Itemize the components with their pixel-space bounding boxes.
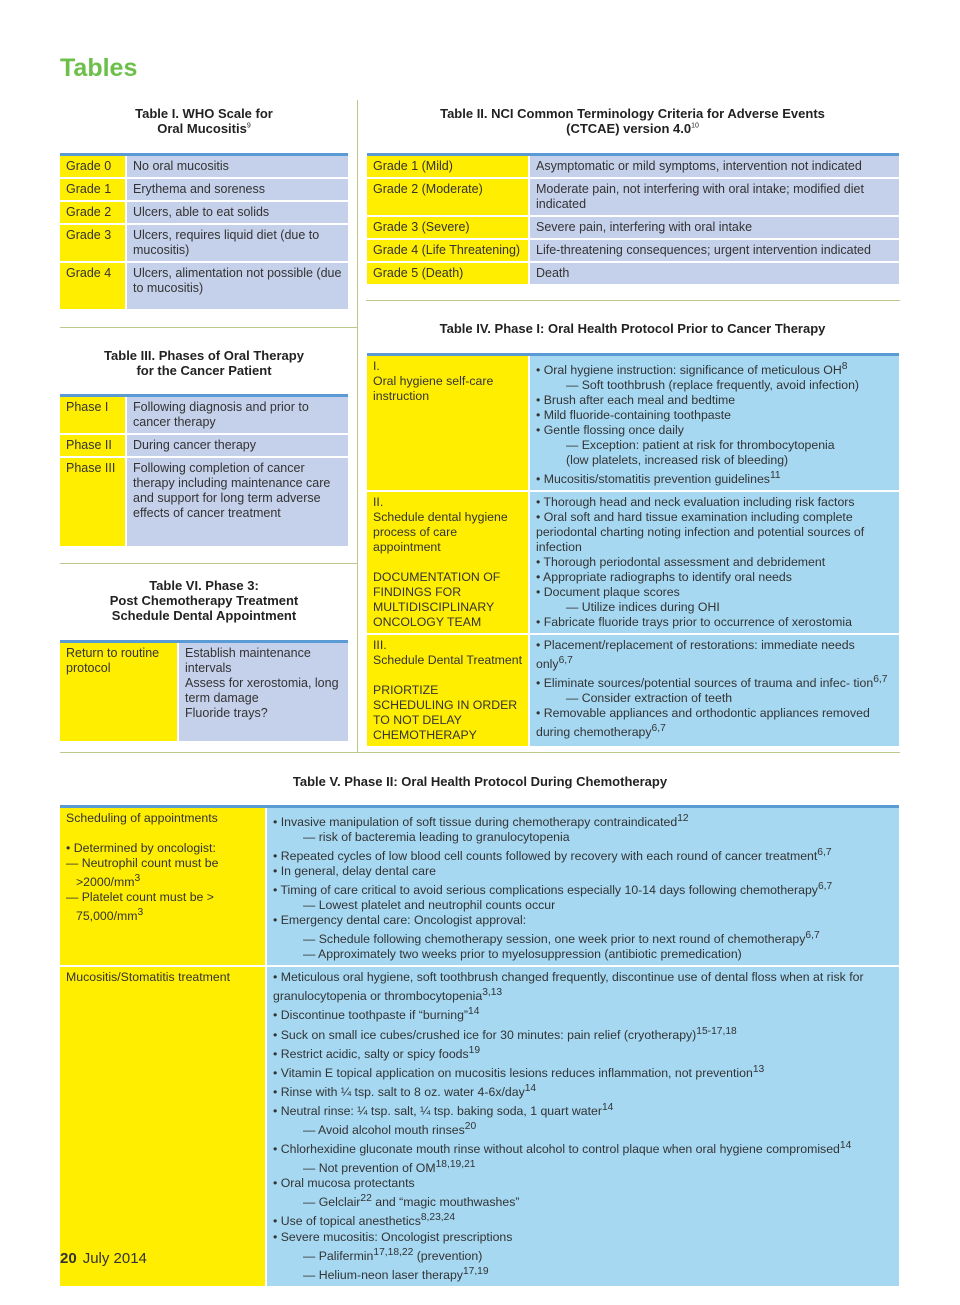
table-row [60,457,348,547]
column-divider [357,100,358,752]
list-item: • Thorough periodontal assessment and debridement [536,555,826,570]
list-item: • Brush after each meal and bedtime [536,393,736,408]
table-row [367,262,899,285]
divider [60,327,357,328]
description-cell: Following diagnosis and prior to cancer therapy [126,396,348,435]
left-cell-line: I. [373,359,380,373]
table6-right-cell [178,642,348,743]
table-row [60,966,899,1286]
table2-caption-line2: (CTCAE) version $4.0^{10}$ [566,121,699,136]
table1-caption [60,106,348,136]
divider [60,752,900,753]
table-row [60,434,348,457]
left-cell-line: DOCUMENTATION OF FINDINGS FOR MULTIDISCIPLINARY ONCOLOGY TEAM [373,570,501,630]
left-cell-line: — Platelet count must be > $75,000/mm^3$ [66,890,214,924]
description-cell: Erythema and soreness [126,178,348,201]
table-row [60,224,348,262]
table2-caption [366,106,899,136]
list-item: • Eliminate sources/potential sources of trauma and infec- tion$^{6,7}$ [536,674,888,691]
table1-caption-line1: Table I. WHO Scale for [135,106,273,121]
list-item: • Document plaque scores [536,585,680,600]
table2 [367,153,899,286]
table5-row1-items [266,807,899,967]
left-cell-line: III. [373,638,387,653]
list-item: • Meticulous oral hygiene, soft toothbrush changed frequently, discontinue use of dental floss when at risk for granulocytopenia or thrombocytopenia$^{3,13}$ [273,970,864,1004]
table6-caption-line1: Table VI. Phase 3: [149,578,259,593]
table-row [60,155,348,179]
table1-caption-line2: Oral Mucositis$^9$ [157,121,251,136]
list-item: — Exception: patient at risk for thrombocytopenia [566,438,835,453]
list-item: • Oral hygiene instruction: significance of meticulous $OH^8$ [536,361,848,378]
table6-caption-line3: Schedule Dental Appointment [111,608,297,623]
list-item: • Vitamin E topical application on mucositis lesions reduces inflammation, not prevention$^{13}$ [273,1063,765,1080]
list-item: — Schedule following chemotherapy session, one week prior to next round of chemotherapy$^{6,7}$ [303,930,820,947]
list-item: • Use of topical anesthetics$^{8,23,24}$ [273,1212,456,1229]
list-item: • Invasive manipulation of soft tissue during chemotherapy contraindicated$^{12}$ [273,813,689,830]
left-cell-line [66,826,259,841]
list-item: • Severe mucositis: Oncologist prescriptions [273,1229,513,1244]
table-row [367,216,899,239]
list-item: — Consider extraction of teeth [566,691,733,706]
table-row [367,491,899,634]
table6-right-line: Assess for xerostomia, long term damage [185,676,339,705]
label-cell: Grade 2 (Moderate) [367,178,529,216]
table4-row2-items [529,491,899,634]
description-cell: Moderate pain, not interfering with oral intake; modified diet indicated [529,178,899,216]
label-cell: Phase II [60,434,126,457]
table6 [60,640,348,743]
table1 [60,153,348,311]
list-item: — risk of bacteremia leading to granulocytopenia [303,830,570,845]
description-cell: Following completion of cancer therapy including maintenance care and support for long term adverse effects of cancer treatment [126,457,348,547]
list-item: • Thorough head and neck evaluation including risk factors [536,495,855,510]
left-cell-line: Scheduling of appointments [66,811,218,825]
table5-row1-left [60,807,266,967]
left-cell-line [373,668,522,683]
table3 [60,394,348,548]
left-cell-line: Schedule Dental Treatment [373,653,523,668]
table5-caption: Table V. Phase II: Oral Health Protocol During Chemotherapy [292,774,668,789]
list-item: • Neutral rinse: ¼ tsp. salt, ¼ tsp. baking soda, 1 quart water$^{14}$ [273,1101,614,1119]
list-item: — Approximately two weeks prior to myelosuppression (antibiotic premedication) [303,947,742,962]
list-item: — Soft toothbrush (replace frequently, avoid infection) [566,378,860,393]
list-item: • Emergency dental care: Oncologist approval: [273,913,527,928]
list-item: • Placement/replacement of restorations: immediate needs only$^{6,7}$ [536,638,855,672]
label-cell: Phase I [60,396,126,435]
table-row [60,396,348,435]
table4-row1-left [367,355,529,492]
table4-row2-left [367,491,529,634]
page-footer [60,1250,147,1267]
description-cell: No oral mucositis [126,155,348,179]
label-cell: Phase III [60,457,126,547]
table4-row3-items [529,634,899,747]
left-cell-line: II. [373,495,384,510]
label-cell: Grade 1 (Mild) [367,155,529,179]
table-row [367,239,899,262]
description-cell: Ulcers, requires liquid diet (due to mucositis) [126,224,348,262]
list-item: • Oral mucosa protectants [273,1176,415,1191]
list-item: • In general, delay dental care [273,864,436,879]
table-row [367,355,899,492]
divider [366,300,900,301]
left-cell-line: — Neutrophil count must be $>2000/mm^3$ [66,856,219,890]
list-item: • Restrict acidic, salty or spicy foods$^{19}$ [273,1044,481,1061]
description-cell: Severe pain, interfering with oral intake [529,216,899,239]
list-item: • Gentle flossing once daily [536,423,684,438]
list-item: — Utilize indices during OHI [566,600,720,615]
table-row [367,155,899,179]
label-cell: Grade 3 (Severe) [367,216,529,239]
divider [60,563,357,564]
label-cell: Grade 4 (Life Threatening) [367,239,529,262]
section-title: Tables [60,54,138,82]
description-cell: Death [529,262,899,285]
table4-row1-items [529,355,899,492]
table-row [60,642,348,743]
list-item: • Mucositis/stomatitis prevention guidelines$^{11}$ [536,470,781,487]
table4-caption: Table IV. Phase I: Oral Health Protocol Prior to Cancer Therapy [439,321,826,336]
table6-right-line: Fluoride trays? [185,706,268,720]
table-row [367,634,899,747]
description-cell: Ulcers, able to eat solids [126,201,348,224]
list-item: • Suck on small ice cubes/crushed ice for 30 minutes: pain relief (cryotherapy)$^{15-17,18}$ [273,1025,737,1042]
list-item: — Palifermin$^{17,18,22}$ (prevention) [303,1246,483,1263]
label-cell: Grade 0 [60,155,126,179]
left-cell-line: PRIORTIZE SCHEDULING IN ORDER TO NOT DELAY CHEMOTHERAPY [373,683,518,743]
list-item: • Mild fluoride-containing toothpaste [536,408,732,423]
list-item: — Not prevention of OM$^{18,19,21}$ [303,1159,476,1176]
list-item: • Fabricate fluoride trays prior to occurrence of xerostomia [536,615,852,630]
label-cell: Grade 3 [60,224,126,262]
description-cell: Life-threatening consequences; urgent intervention indicated [529,239,899,262]
table3-caption-line2: for the Cancer Patient [136,363,272,378]
description-cell: Ulcers, alimentation not possible (due to mucositis) [126,262,348,310]
issue-date: July 2014 [82,1250,147,1267]
table6-left-cell: Return to routine protocol [60,642,178,743]
table6-caption-line2: Post Chemotherapy Treatment [109,593,299,608]
list-item: — Lowest platelet and neutrophil counts occur [303,898,556,913]
label-cell: Grade 1 [60,178,126,201]
table-row [367,178,899,216]
table6-caption [60,578,348,623]
label-cell: Grade 2 [60,201,126,224]
list-item: • Repeated cycles of low blood cell counts followed by recovery with each round of cancer treatment$^{6,7}$ [273,847,832,864]
table3-caption-line1: Table III. Phases of Oral Therapy [104,348,304,363]
table4-row3-left [367,634,529,747]
list-item: — Gelclair$^{22}$ and “magic mouthwashes” [303,1193,520,1210]
left-cell-line [373,555,522,570]
list-item: • Rinse with ¼ tsp. salt to 8 oz. water 4-6x/day$^{14}$ [273,1082,537,1099]
list-item: — Avoid alcohol mouth rinses$^{20}$ [303,1121,477,1138]
table5-row2-left [60,966,266,1286]
label-cell: Grade 5 (Death) [367,262,529,285]
table4 [367,353,899,748]
table5 [60,805,899,1288]
table-row [60,262,348,310]
label-cell: Grade 4 [60,262,126,310]
left-cell-line: Schedule dental hygiene process of care appointment [373,510,508,555]
list-item: • Chlorhexidine gluconate mouth rinse without alcohol to control plaque when oral hygiene compromised$^{14}$ [273,1140,852,1157]
table-row [60,178,348,201]
table5-row2-items [266,966,899,1286]
table2-caption-line1: Table II. NCI Common Terminology Criteria for Adverse Events [440,106,825,121]
list-item: • Removable appliances and orthodontic appliances removed during chemotherapy$^{6,7}$ [536,706,870,740]
left-cell-line: Mucositis/Stomatitis treatment [66,970,231,985]
list-item: (low platelets, increased risk of bleeding) [566,453,789,468]
left-cell-line: Oral hygiene self-care instruction [373,374,494,403]
description-cell: Asymptomatic or mild symptoms, intervention not indicated [529,155,899,179]
table3-caption [60,348,348,378]
description-cell: During cancer therapy [126,434,348,457]
table-row [60,201,348,224]
left-cell-line: • Determined by oncologist: [66,841,216,855]
list-item: — Helium-neon laser therapy$^{17,19}$ [303,1265,489,1282]
list-item: • Oral soft and hard tissue examination including complete periodontal charting noting infection and potential sources of infection [536,510,865,555]
table6-right-line: Establish maintenance intervals [185,646,311,675]
page-number: 20 [60,1250,77,1267]
list-item: • Discontinue toothpaste if “burning”$^{14}$ [273,1006,480,1023]
list-item: • Timing of care critical to avoid serious complications especially 10-14 days following chemotherapy$^{6,7}$ [273,881,833,898]
list-item: • Appropriate radiographs to identify oral needs [536,570,792,585]
table-row [60,807,899,967]
